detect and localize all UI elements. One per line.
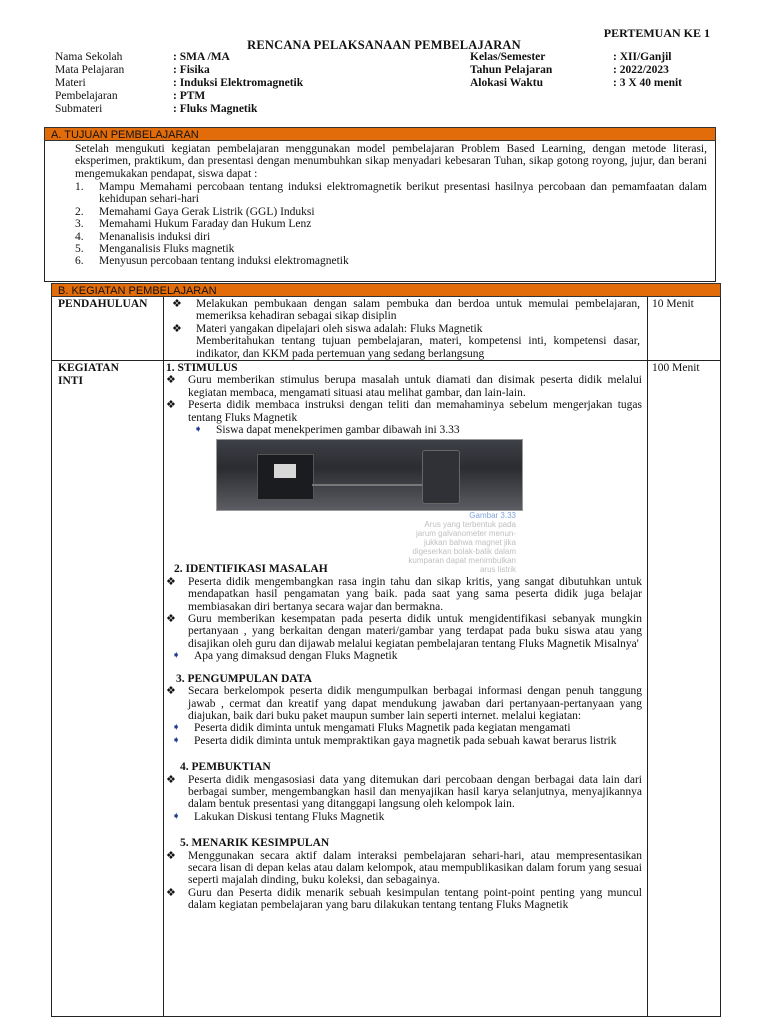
galvanometer-dial (274, 464, 296, 478)
meta-row: Pembelajaran : PTM (55, 90, 206, 102)
arrow-bullet-icon: ➧ (172, 650, 181, 662)
meta-row: Nama Sekolah : SMA /MA (55, 51, 230, 63)
objective-list (75, 181, 707, 268)
diamond-bullet-icon: ❖ (166, 575, 176, 588)
list-item: ❖ Secara berkelompok peserta didik mengumpulkan berbagai informasi dengan penuh tanggung jawab , cermat dan kreatif yang dapat mendukung jawaban dari pertanyaan-pertanyaan yang diajukan, baik dari buku paket maupun sumber lain seperti internet. melalui kegiatan: (166, 685, 642, 722)
diamond-bullet-icon: ❖ (166, 685, 176, 698)
list-item: ➧ Apa yang dimaksud dengan Fluks Magnetik (172, 650, 398, 663)
column-divider (163, 297, 164, 1016)
list-item: 5. Menganalisis Fluks magnetik (75, 243, 235, 256)
list-item: ❖ Peserta didik mengasosiasi data yang ditemukan dari percobaan dengan berbagai data lain dari berbagai sumber, mengembangkan hasil dan menyajikan hasil karya selanjutnya, menyajikannya dalam bentuk presentasi yang ditanggapi langsung oleh kelompok lain. (166, 773, 642, 811)
document-title: RENCANA PELAKSANAAN PEMBELAJARAN (247, 38, 521, 52)
row-divider (52, 360, 721, 361)
diamond-bullet-icon: ❖ (166, 886, 176, 899)
figure-caption: Gambar 3.33 Arus yang terbentuk pada jarum galvanometer menun- jukkan bahwa magnet jika digeserkan bolak-balik dalam kumparan dapat menimbulkan arus listrik (408, 511, 516, 575)
section-a-intro: Setelah mengukuti kegiatan pembelajaran menggunakan model pembelajaran Problem Based Learning, dengan metode literasi, eksperimen, praktikum, dan presentasi dengan menumbuhkan sikap menyadari kebesaran Tuhan, sikap gotong royong, jujur, dan berani mengemukakan pendapat, siswa dapat : (75, 143, 707, 180)
meta-right (470, 51, 682, 90)
list-item: 6. Menyusun percobaan tentang induksi elektromagnetik (75, 255, 349, 268)
list-item: ❖ Menggunakan secara aktif dalam interaksi pembelajaran sehari-hari, atau mempresentasikan secara lisan di depan kelas atau dalam kelompok, atau mempublikasikan dalam forum yang sesuai seperti majalah dinding, buku koleksi, dan sebagainya. (166, 849, 642, 887)
meta-row: Kelas/Semester : XII/Ganjil (470, 51, 672, 63)
arrow-bullet-icon: ➧ (172, 734, 181, 746)
list-item: 1. Mampu Memahami percobaan tentang induksi elektromagnetik berikut presentasi hasilnya percobaan dan pemamfaatan dalam kehidupan sehari-hari (75, 181, 707, 206)
diamond-bullet-icon: ❖ (166, 773, 176, 786)
coil-shape (422, 450, 460, 504)
section-a-header: A. TUJUAN PEMBELAJARAN (44, 127, 716, 141)
list-item: 3. Memahami Hukum Faraday dan Hukum Lenz (75, 218, 312, 231)
list-item: ❖ Melakukan pembukaan dengan salam pembuka dan berdoa untuk memulai pembelajaran, memeriksa kehadiran sebagai sikap disiplin (172, 298, 640, 323)
meta-left (55, 51, 303, 116)
list-item: 2. Memahami Gaya Gerak Listrik (GGL) Induksi (75, 205, 315, 218)
wire-shape (312, 484, 422, 486)
arrow-bullet-icon: ➧ (194, 424, 203, 436)
diamond-bullet-icon: ❖ (166, 374, 176, 387)
pendahuluan-extra: Memberitahukan tentang tujuan pembelajaran, materi, kompetensi inti, kompetensi dasar, indikator, dan KKM pada pertemuan yang sedang berlangsung (196, 335, 640, 360)
meeting-label: PERTEMUAN KE 1 (603, 26, 710, 40)
diamond-bullet-icon: ❖ (166, 399, 176, 412)
list-item: ❖ Peserta didik mengembangkan rasa ingin tahu dan sikap kritis, yang sangat dibutuhkan untuk mendapatkan hasil pengamatan yang baik. pada saat yang sama peserta didik juga belajar membiasakan diri bertanya secara wajar dan bermakna. (166, 575, 642, 613)
column-divider (647, 297, 648, 1016)
diamond-bullet-icon: ❖ (172, 322, 182, 335)
list-item: ➧ Siswa dapat menekperimen gambar dibawah ini 3.33 (194, 424, 460, 437)
meta-row: Alokasi Waktu : 3 X 40 menit (470, 77, 682, 89)
pendahuluan-content (172, 298, 640, 360)
step-title: 4. PEMBUKTIAN (180, 761, 271, 774)
step-title: 1. STIMULUS (166, 362, 238, 374)
inti-content (166, 362, 642, 912)
step-title: 3. PENGUMPULAN DATA (176, 672, 312, 685)
arrow-bullet-icon: ➧ (172, 722, 181, 734)
diamond-bullet-icon: ❖ (166, 613, 176, 626)
pendahuluan-time: 10 Menit (652, 298, 694, 310)
diamond-bullet-icon: ❖ (166, 849, 176, 862)
list-item: ➧ Peserta didik diminta untuk mempraktikan gaya magnetik pada sebuah kawat berarus listrik (172, 734, 617, 747)
meta-row: Materi : Induksi Elektromagnetik (55, 77, 304, 89)
list-item: ❖ Guru memberikan stimulus berupa masalah untuk diamati dan disimak peserta didik melalui kegiatan membaca, mengamati situasi atau melihat gambar, dan lain-lain. (166, 374, 642, 399)
step-title: 2. IDENTIFIKASI MASALAH (174, 563, 328, 576)
section-a-body (44, 141, 716, 282)
list-item: ❖ Guru dan Peserta didik menarik sebuah kesimpulan tentang point-point penting yang muncul dalam kegiatan pembelajaran yang baru dilakukan tentang tentang Fluks Magnetik (166, 886, 642, 912)
list-item: ❖ Materi yangakan dipelajari oleh siswa adalah: Fluks Magnetik (172, 322, 483, 335)
list-item: ➧ Lakukan Diskusi tentang Fluks Magnetik (172, 810, 385, 823)
meta-row: Mata Pelajaran : Fisika (55, 64, 210, 76)
list-item: 4. Menanalisis induksi diri (75, 230, 211, 243)
meta-row: Submateri : Fluks Magnetik (55, 103, 258, 115)
list-item: ➧ Peserta didik diminta untuk mengamati Fluks Magnetik pada kegiatan mengamati (172, 722, 571, 735)
activity-table (51, 297, 721, 1017)
inti-label: KEGIATAN INTI (58, 362, 119, 387)
pendahuluan-label: PENDAHULUAN (58, 298, 148, 310)
diamond-bullet-icon: ❖ (172, 298, 182, 310)
galvanometer-photo (216, 439, 523, 511)
meta-row: Tahun Pelajaran : 2022/2023 (470, 64, 669, 76)
list-item: ❖ Peserta didik membaca instruksi dengan teliti dan memahaminya sebelum mengerjakan tugas tentang Fluks Magnetik (166, 399, 642, 424)
inti-time: 100 Menit (652, 362, 700, 374)
section-b-header: B. KEGIATAN PEMBELAJARAN (51, 283, 721, 297)
list-item: ❖ Guru memberikan kesempatan pada peserta didik untuk mengidentifikasi sebanyak mungkin pertanyaan , yang berkaitan dengan materi/gambar yang terdapat pada buku siswa atau yang disajikan oleh guru dan dijawab melalui kegiatan pembelajaran tentang Fluks Magnetik Misalnya' (166, 613, 642, 650)
step-title: 5. MENARIK KESIMPULAN (180, 837, 330, 850)
arrow-bullet-icon: ➧ (172, 810, 181, 822)
